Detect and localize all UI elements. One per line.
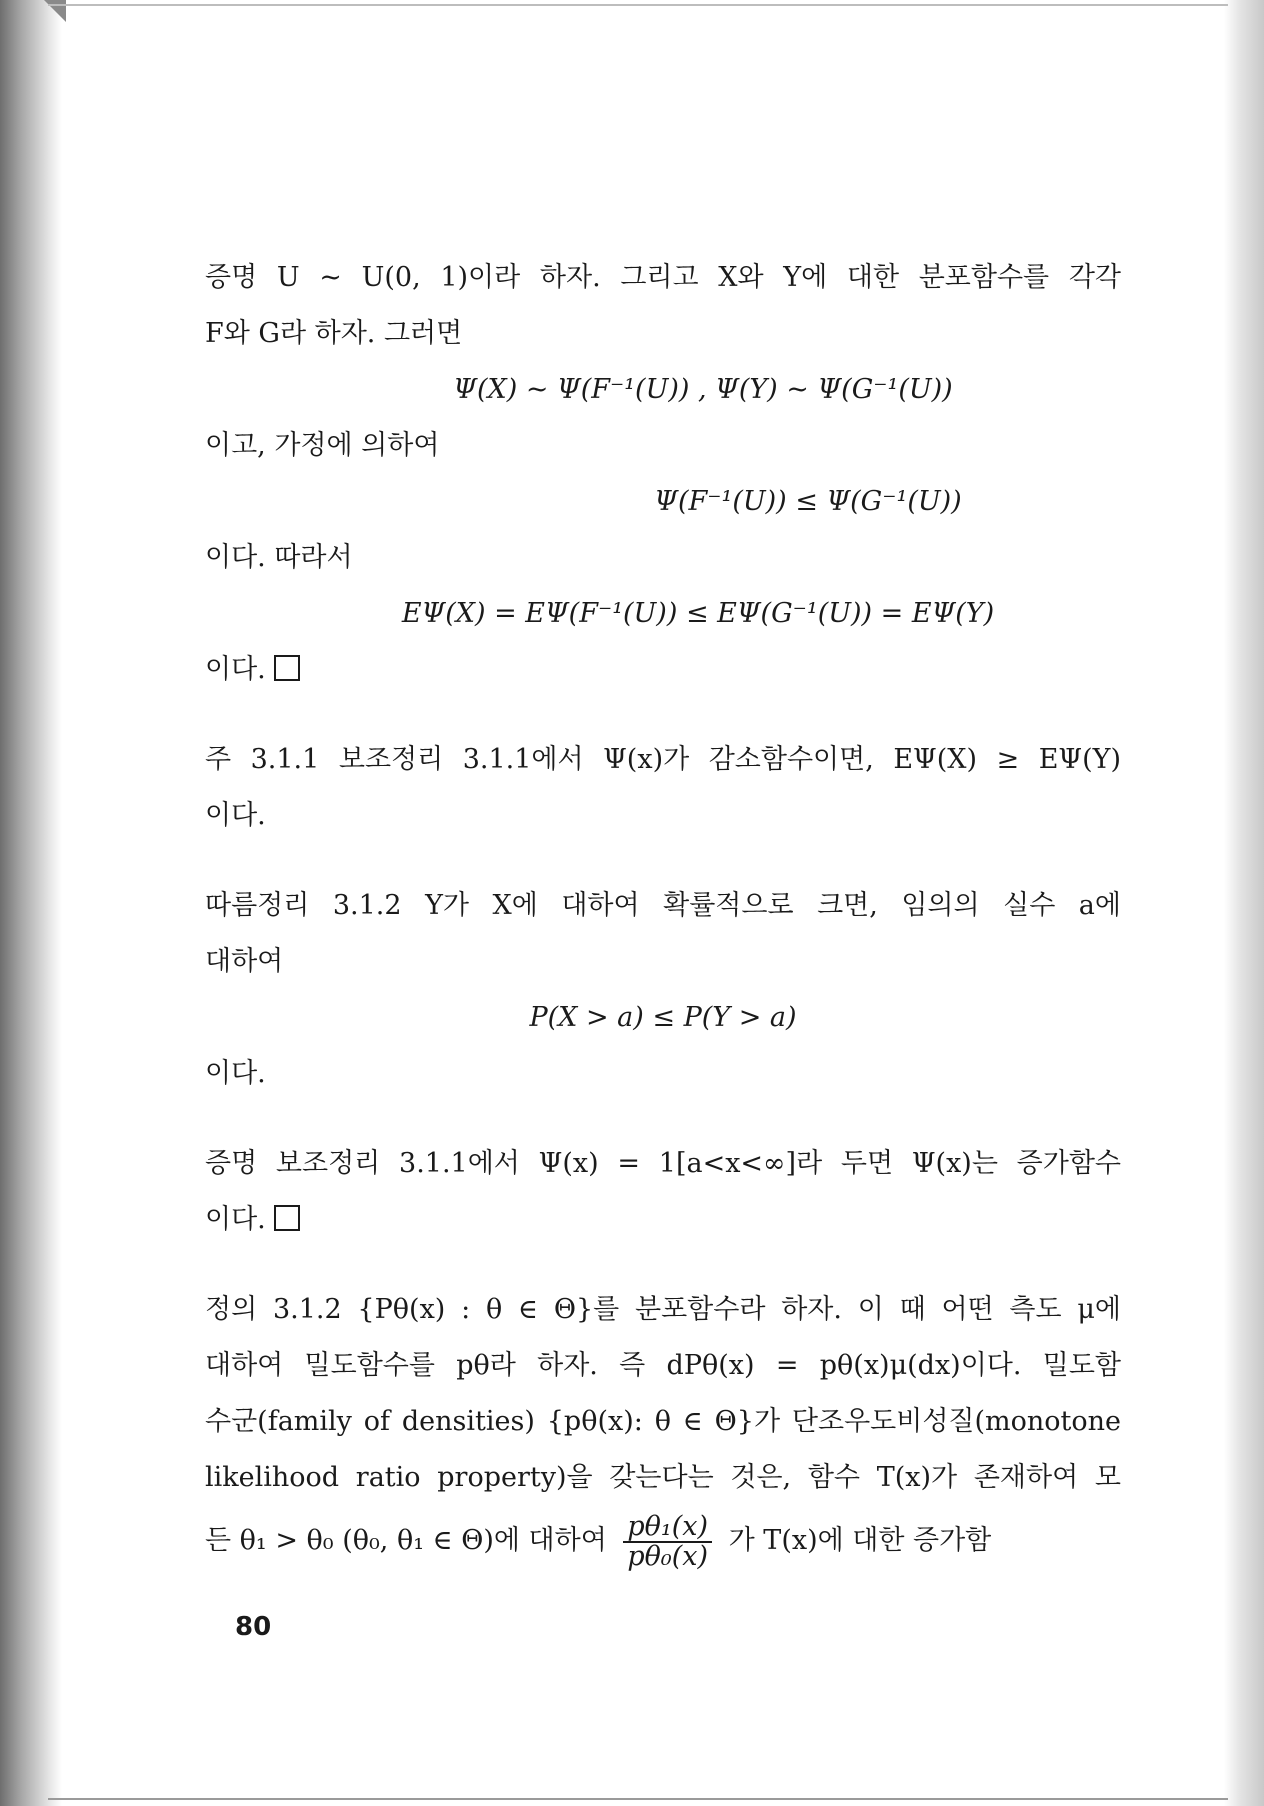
proof-line bbox=[205, 642, 1121, 698]
proof-line: 증명 보조정리 3.1.1에서 Ψ(x) = 1[a<x<∞]라 두면 Ψ(x)는 증가함수 bbox=[205, 1148, 1121, 1179]
proof-text: 이다. bbox=[205, 1204, 266, 1235]
corollary-block bbox=[205, 878, 1121, 1102]
proof-line: 이고, 가정에 의하여 bbox=[205, 430, 440, 461]
page-border-bottom bbox=[48, 1798, 1228, 1800]
definition-block bbox=[205, 1282, 1121, 1576]
qed-square-icon bbox=[274, 655, 300, 681]
page-border-top bbox=[48, 4, 1228, 6]
corollary-line: 이다. bbox=[205, 1058, 266, 1089]
page-number: 80 bbox=[235, 1612, 272, 1642]
proof-line: F와 G라 하자. 그러면 bbox=[205, 318, 463, 349]
proof-block-2 bbox=[205, 1136, 1121, 1248]
definition-line bbox=[205, 1506, 1121, 1576]
equation: P(X > a) ≤ P(Y > a) bbox=[529, 1002, 797, 1033]
paragraph-gap bbox=[205, 1248, 1121, 1282]
qed-square-icon bbox=[274, 1205, 300, 1231]
remark-line: 주 3.1.1 보조정리 3.1.1에서 Ψ(x)가 감소함수이면, EΨ(X) ≥ EΨ(Y) bbox=[205, 744, 1121, 775]
paragraph-gap bbox=[205, 844, 1121, 878]
proof-line bbox=[205, 1192, 1121, 1248]
remark-line: 이다. bbox=[205, 800, 266, 831]
paragraph-gap bbox=[205, 1102, 1121, 1136]
definition-line: 정의 3.1.2 {Pθ(x) : θ ∈ Θ}를 분포함수라 하자. 이 때 어떤 측도 μ에 bbox=[205, 1294, 1121, 1325]
fraction-denominator: pθ₀(x) bbox=[627, 1540, 709, 1572]
page-shadow-left bbox=[0, 0, 62, 1806]
definition-text: 가 T(x)에 대한 증가함 bbox=[728, 1525, 992, 1556]
definition-line: 대하여 밀도함수를 pθ라 하자. 즉 dPθ(x) = pθ(x)μ(dx)이다. 밀도함 bbox=[205, 1350, 1121, 1381]
definition-line: 수군(family of densities) {pθ(x): θ ∈ Θ}가 단조우도비성질(monotone bbox=[205, 1406, 1121, 1437]
proof-block-1 bbox=[205, 250, 1121, 698]
equation: Ψ(X) ~ Ψ(F⁻¹(U)) , Ψ(Y) ~ Ψ(G⁻¹(U)) bbox=[453, 374, 953, 405]
paragraph-gap bbox=[205, 698, 1121, 732]
likelihood-ratio-fraction bbox=[623, 1510, 712, 1572]
proof-text: 이다. bbox=[205, 654, 266, 685]
proof-line: 증명 U ~ U(0, 1)이라 하자. 그리고 X와 Y에 대한 분포함수를 각각 bbox=[205, 262, 1121, 293]
page-content bbox=[205, 250, 1121, 1576]
page-edge-right bbox=[1224, 0, 1264, 1806]
definition-line: likelihood ratio property)을 갖는다는 것은, 함수 T(x)가 존재하여 모 bbox=[205, 1462, 1121, 1493]
equation: Ψ(F⁻¹(U)) ≤ Ψ(G⁻¹(U)) bbox=[654, 486, 962, 517]
proof-line: 이다. 따라서 bbox=[205, 542, 353, 573]
equation: EΨ(X) = EΨ(F⁻¹(U)) ≤ EΨ(G⁻¹(U)) = EΨ(Y) bbox=[401, 598, 995, 629]
definition-text: 든 θ₁ > θ₀ (θ₀, θ₁ ∈ Θ)에 대하여 bbox=[205, 1525, 607, 1556]
corollary-line: 따름정리 3.1.2 Y가 X에 대하여 확률적으로 크면, 임의의 실수 a에 bbox=[205, 890, 1121, 921]
remark-block bbox=[205, 732, 1121, 844]
fraction-numerator: pθ₁(x) bbox=[623, 1513, 712, 1543]
corollary-line: 대하여 bbox=[205, 946, 284, 977]
